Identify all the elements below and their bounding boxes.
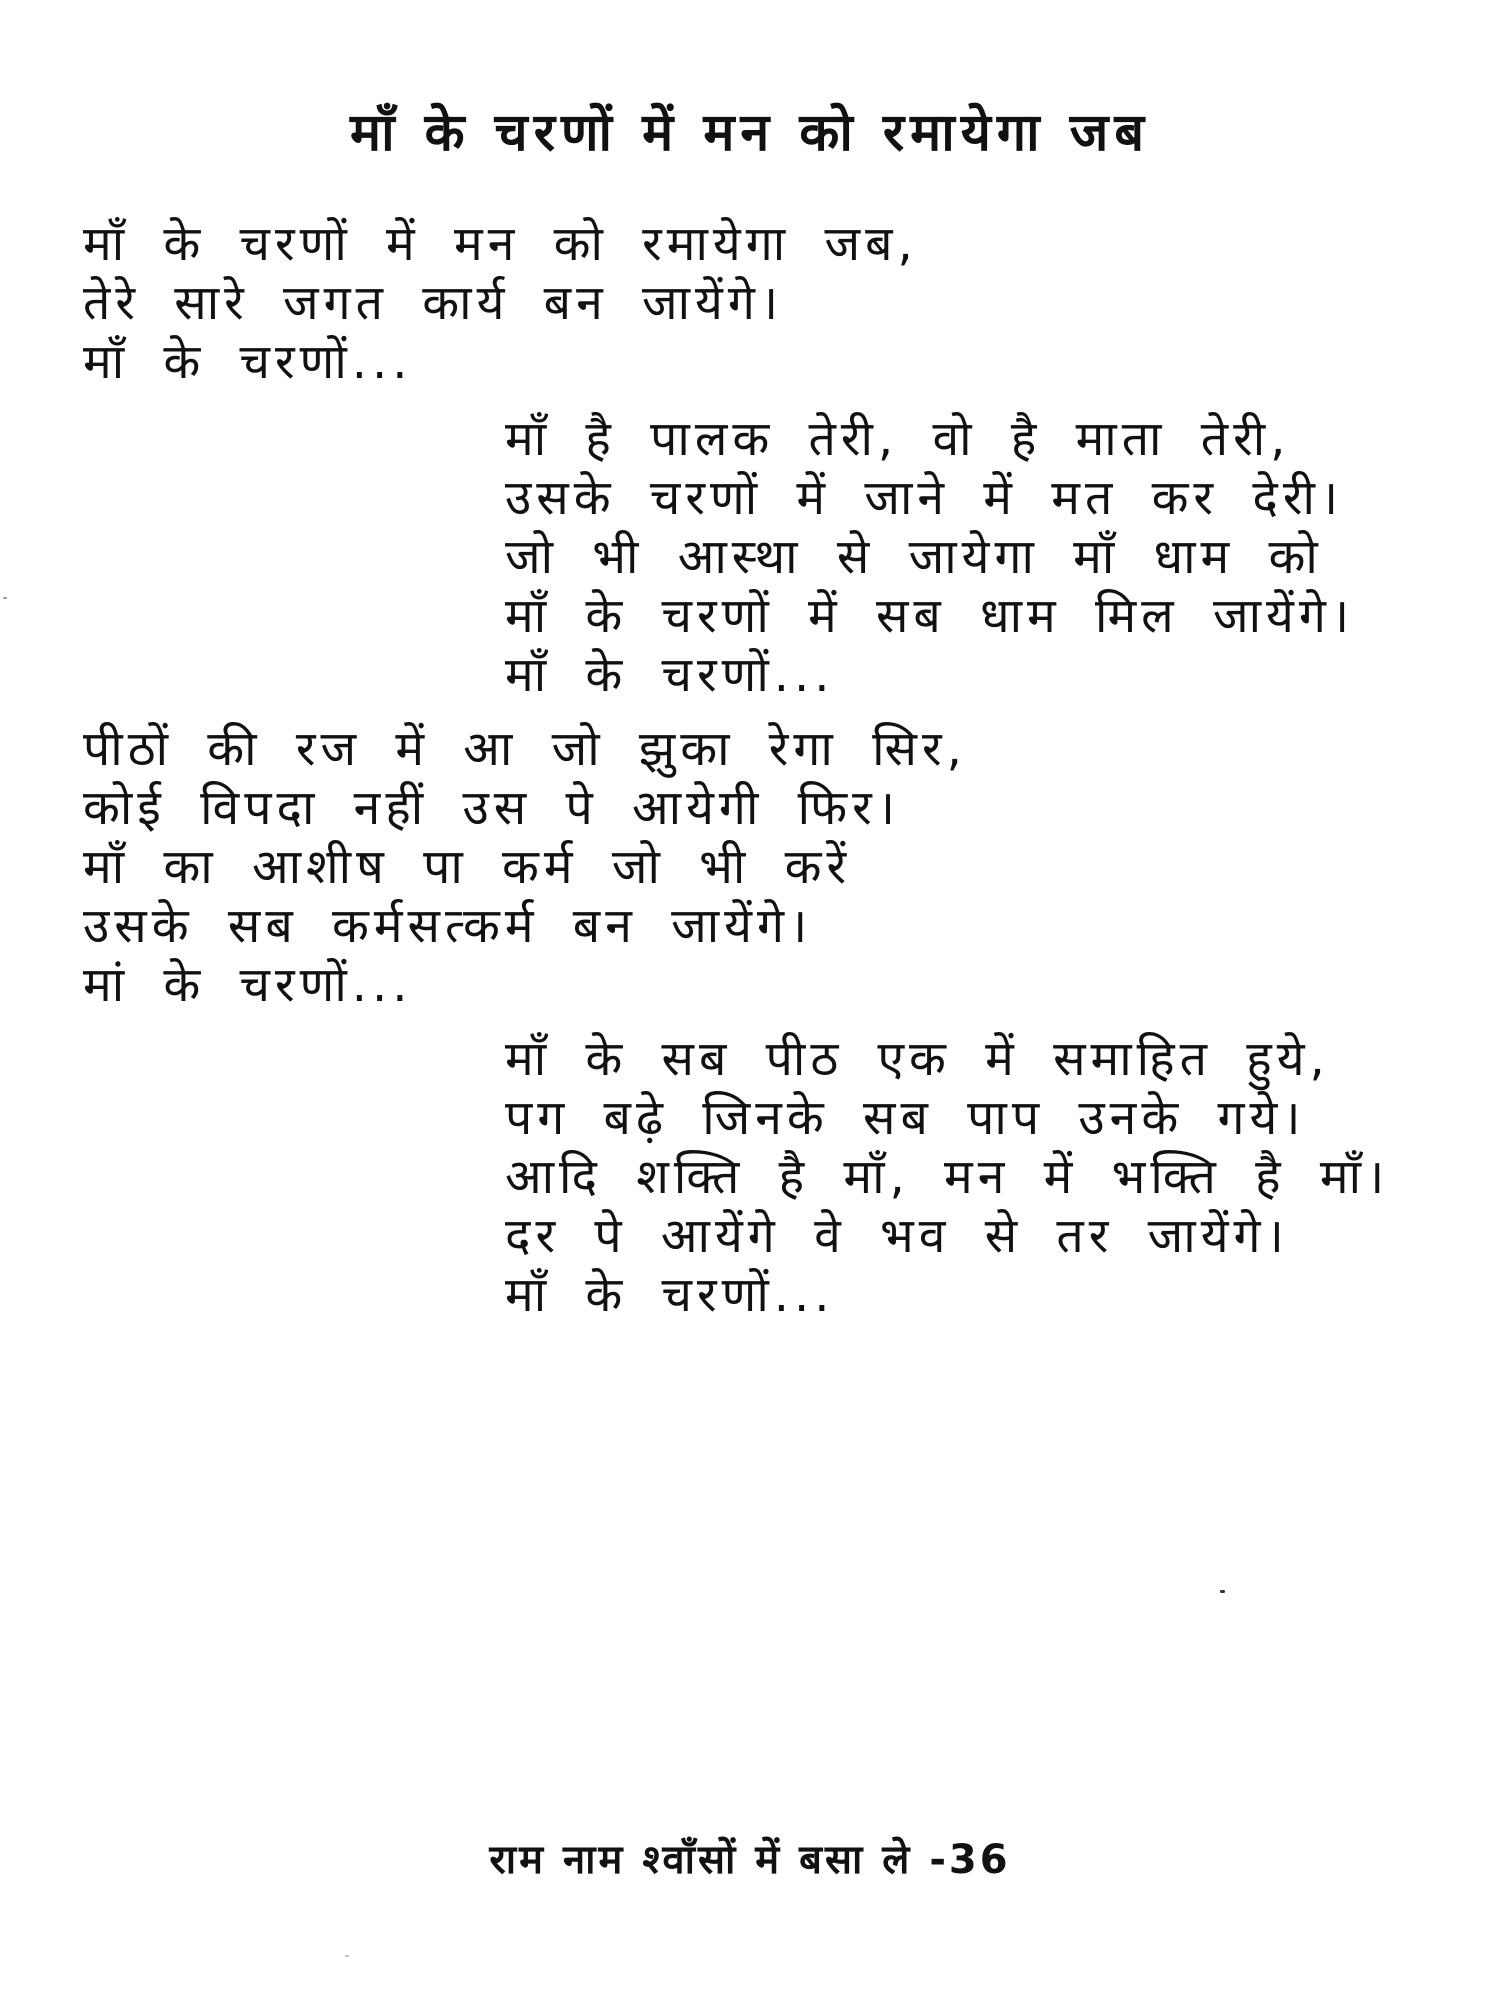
scan-speck — [345, 1955, 349, 1957]
stanza-line: माँ है पालक तेरी, वो है माता तेरी, — [505, 411, 1291, 467]
scan-speck — [1220, 1590, 1225, 1593]
stanza-line: जो भी आस्था से जायेगा माँ धाम को — [505, 529, 1323, 585]
stanza-line: पग बढ़े जिनके सब पाप उनके गये। — [505, 1090, 1306, 1146]
stanza-line: मां के चरणों... — [83, 957, 413, 1013]
stanza-line: माँ का आशीष पा कर्म जो भी करें — [83, 839, 852, 895]
stanza-line: माँ के चरणों में सब धाम मिल जायेंगे। — [505, 588, 1355, 644]
scan-speck — [3, 597, 7, 599]
stanza-3 — [83, 720, 967, 1015]
stanza-line: उसके सब कर्मसत्कर्म बन जायेंगे। — [83, 898, 813, 954]
stanza-1 — [83, 215, 918, 392]
stanza-line: दर पे आयेंगे वे भव से तर जायेंगे। — [505, 1208, 1289, 1264]
stanza-line: माँ के चरणों... — [83, 334, 413, 390]
stanza-line: पीठों की रज में आ जो झुका रेगा सिर, — [83, 721, 967, 777]
stanza-4 — [505, 1030, 1389, 1325]
stanza-line: माँ के चरणों में मन को रमायेगा जब, — [83, 216, 918, 272]
page-footer: राम नाम श्वाँसों में बसा ले -36 — [489, 1837, 1011, 1883]
page-title: माँ के चरणों में मन को रमायेगा जब — [349, 103, 1151, 163]
stanza-line: आदि शक्ति है माँ, मन में भक्ति है माँ। — [505, 1149, 1390, 1205]
stanza-line: तेरे सारे जगत कार्य बन जायेंगे। — [83, 275, 784, 331]
stanza-line: माँ के चरणों... — [505, 1267, 835, 1323]
stanza-line: उसके चरणों में जाने में मत कर देरी। — [505, 470, 1344, 526]
stanza-line: कोई विपदा नहीं उस पे आयेगी फिर। — [83, 780, 900, 836]
stanza-line: माँ के चरणों... — [505, 647, 835, 703]
stanza-line: माँ के सब पीठ एक में समाहित हुये, — [505, 1031, 1330, 1087]
stanza-2 — [505, 410, 1354, 705]
